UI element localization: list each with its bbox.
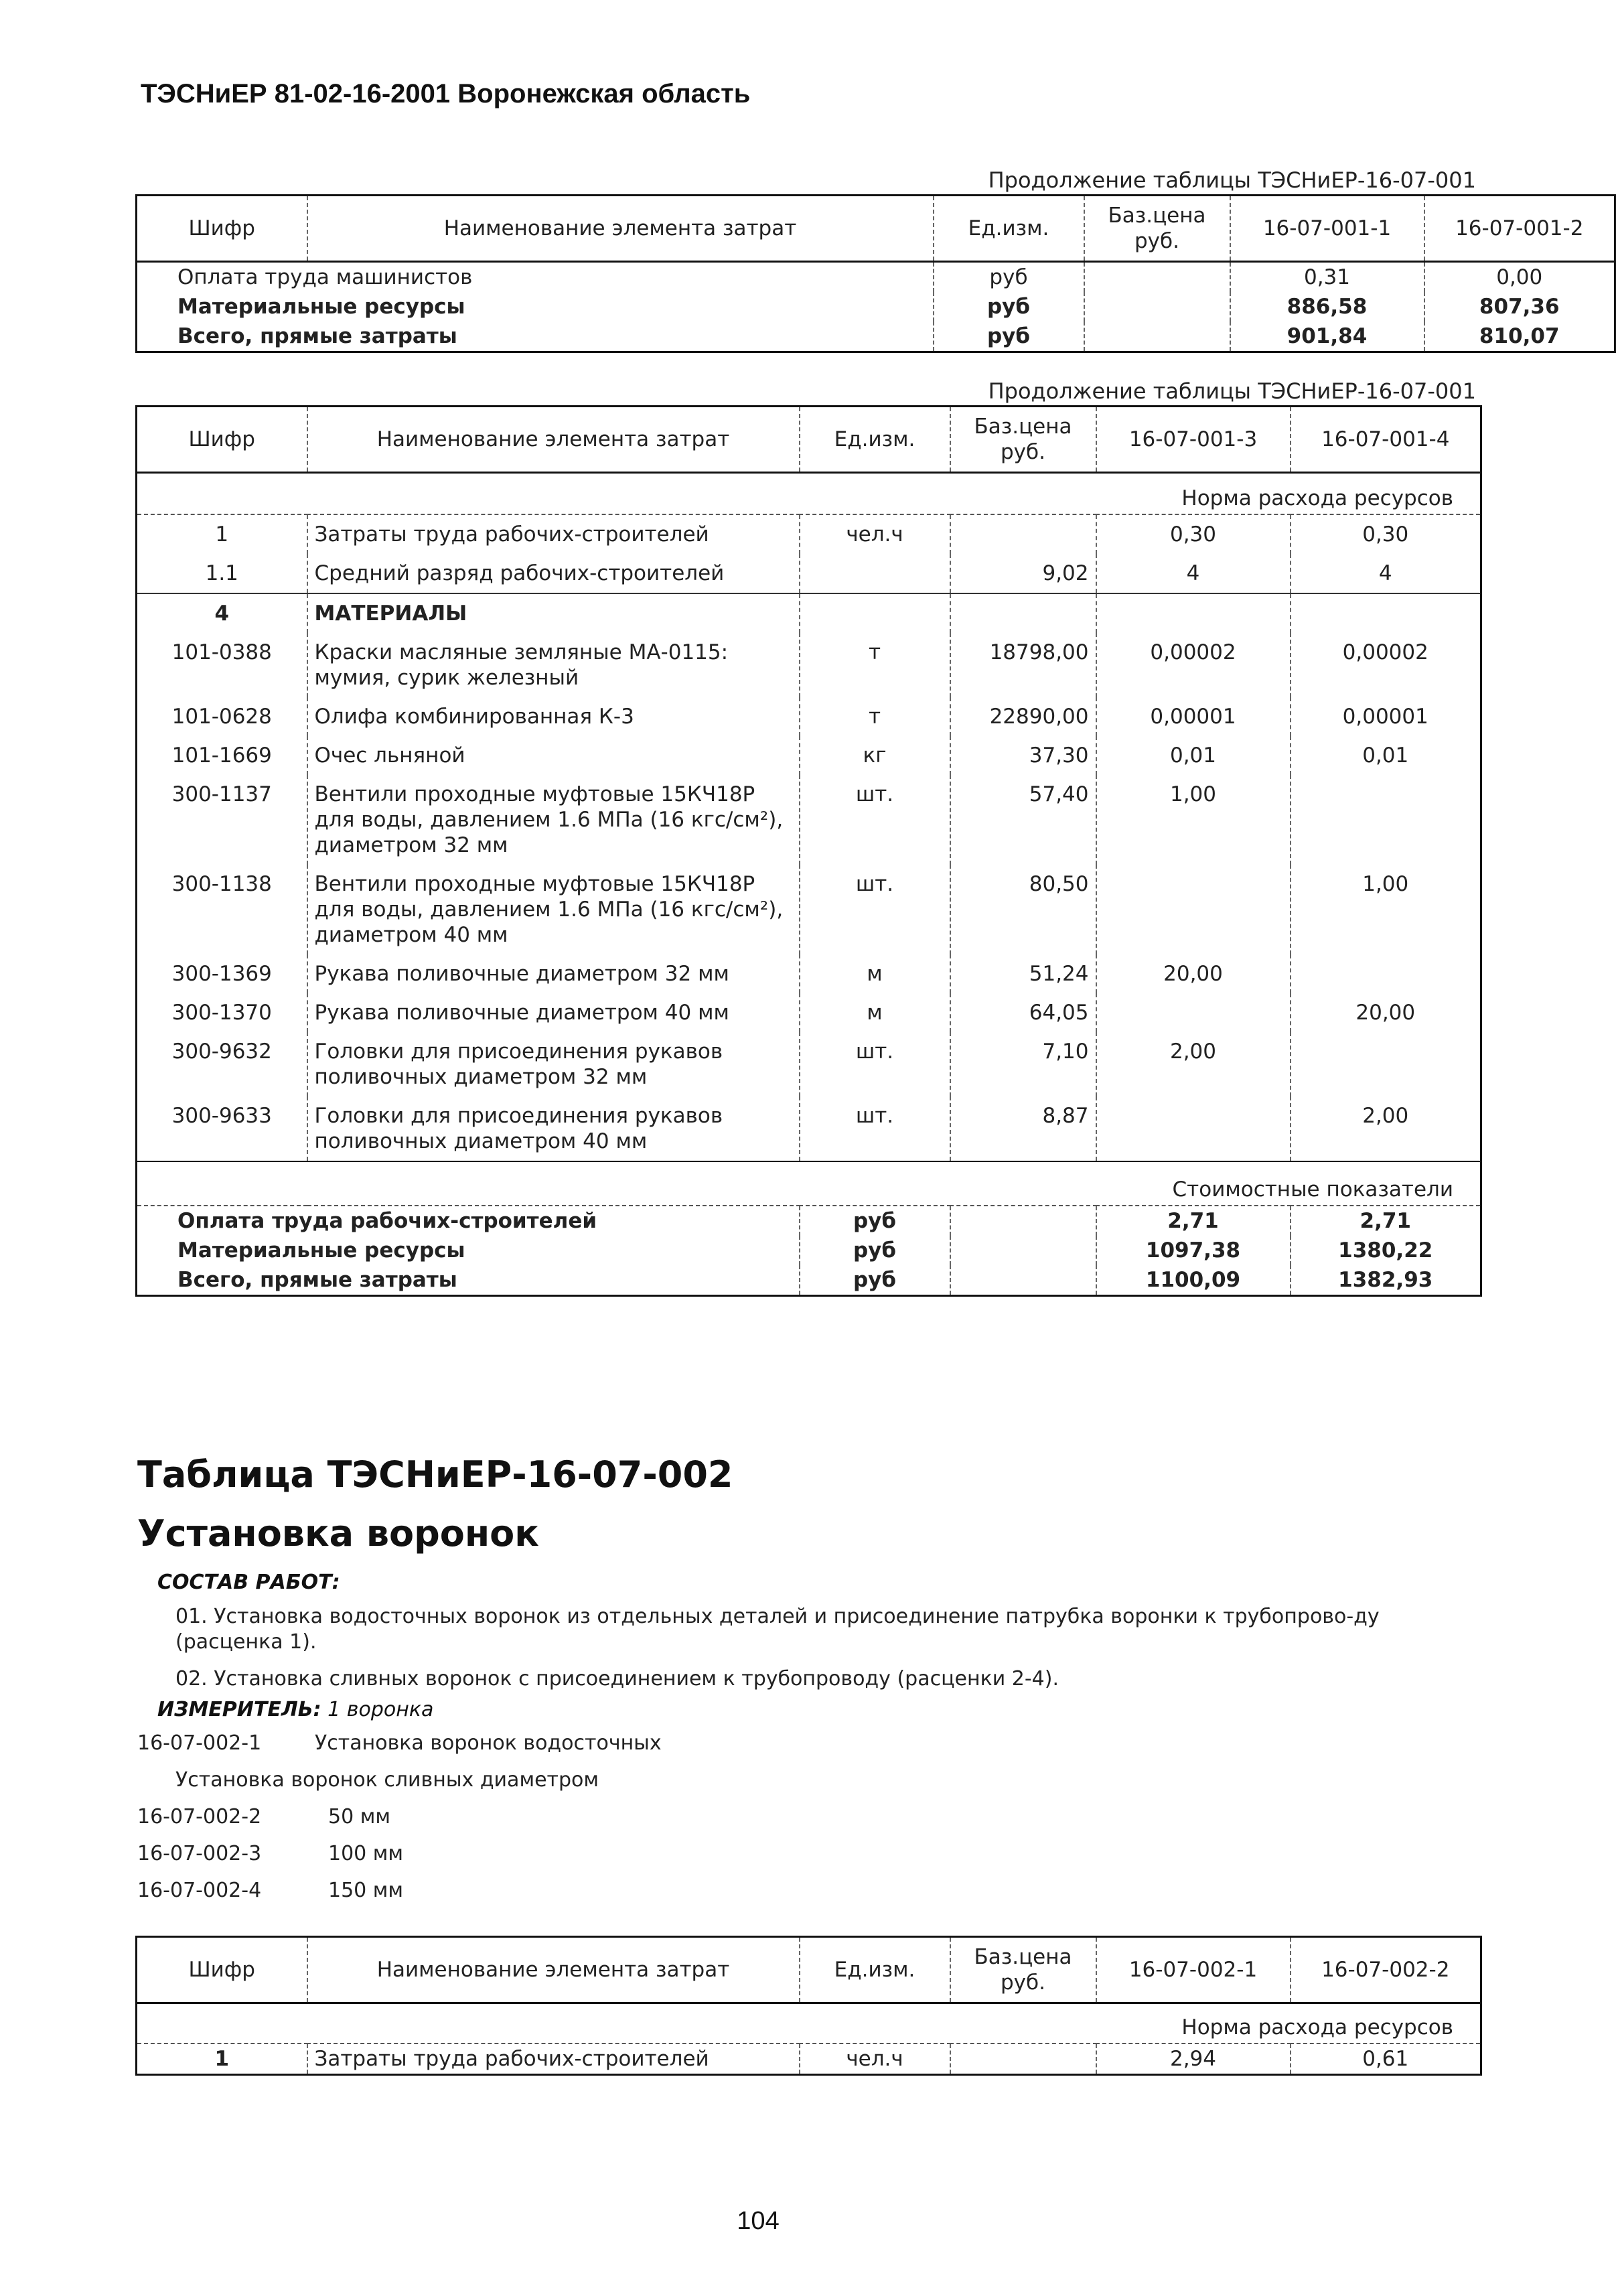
row-name: Всего, прямые затраты (137, 1265, 800, 1296)
row-price: 64,05 (950, 993, 1096, 1032)
row-name: Олифа комбинированная К-3 (307, 697, 800, 736)
row-name: Очес льняной (307, 736, 800, 775)
col-header-a: 16-07-001-3 (1096, 407, 1291, 473)
section-title: Таблица ТЭСНиЕР-16-07-002 (137, 1453, 733, 1496)
row-value-b: 0,00002 (1291, 633, 1481, 697)
row-price: 9,02 (950, 554, 1096, 593)
row-price (950, 1265, 1096, 1296)
table-row (137, 2043, 1481, 2075)
item-code: 16-07-002-2 (137, 1805, 262, 1828)
table2-caption: Продолжение таблицы ТЭСНиЕР-16-07-001 (988, 378, 1476, 404)
table-row (137, 321, 1615, 352)
row-value-a: 0,00002 (1096, 633, 1291, 697)
row-price: 51,24 (950, 954, 1096, 993)
col-header-shifr: Шифр (137, 196, 307, 262)
row-value-b: 0,01 (1291, 736, 1481, 775)
row-name: Рукава поливочные диаметром 32 мм (307, 954, 800, 993)
row-value-a: 1100,09 (1096, 1265, 1291, 1296)
row-code: 300-9633 (137, 1096, 307, 1161)
col-header-price: Баз.цена руб. (1084, 196, 1230, 262)
row-code: 1.1 (137, 554, 307, 593)
row-code: 101-0388 (137, 633, 307, 697)
table-row (137, 954, 1481, 993)
row-unit: т (800, 697, 950, 736)
row-unit: чел.ч (800, 514, 950, 554)
table-row (137, 514, 1481, 554)
row-value-b (1291, 1032, 1481, 1096)
cost-label: Стоимостные показатели (137, 1161, 1481, 1206)
row-value-b: 807,36 (1424, 292, 1615, 321)
col-header-b: 16-07-001-4 (1291, 407, 1481, 473)
row-price (1084, 292, 1230, 321)
item-text: 100 мм (328, 1842, 404, 1865)
col-header-price: Баз.цена руб. (950, 407, 1096, 473)
table-row (137, 262, 1615, 293)
cost-row (137, 1206, 1481, 1236)
row-name: МАТЕРИАЛЫ (307, 593, 800, 633)
row-value-a (1096, 865, 1291, 954)
col-header-a: 16-07-002-1 (1096, 1937, 1291, 2003)
works-label (157, 1571, 340, 1594)
row-unit: кг (800, 736, 950, 775)
row-code: 300-1370 (137, 993, 307, 1032)
row-value-a: 0,31 (1230, 262, 1424, 293)
section-subtitle: Установка воронок (137, 1512, 539, 1555)
row-value-a: 0,30 (1096, 514, 1291, 554)
row-price: 37,30 (950, 736, 1096, 775)
group-text: Установка воронок сливных диаметром (175, 1768, 599, 1792)
row-price: 18798,00 (950, 633, 1096, 697)
row-value-b: 0,00001 (1291, 697, 1481, 736)
row-value-a (1096, 1096, 1291, 1161)
row-unit: шт. (800, 1096, 950, 1161)
row-price (950, 593, 1096, 633)
row-value-a (1096, 993, 1291, 1032)
row-value-a: 2,94 (1096, 2043, 1291, 2075)
table1 (135, 194, 1616, 353)
row-price: 80,50 (950, 865, 1096, 954)
item-code: 16-07-002-4 (137, 1879, 262, 1902)
row-name: Оплата труда машинистов (137, 262, 934, 293)
row-value-b: 810,07 (1424, 321, 1615, 352)
row-price: 57,40 (950, 775, 1096, 865)
item-code: 16-07-002-3 (137, 1842, 262, 1865)
row-value-a: 20,00 (1096, 954, 1291, 993)
col-header-shifr: Шифр (137, 407, 307, 473)
row-value-a: 0,00001 (1096, 697, 1291, 736)
row-value-a (1096, 593, 1291, 633)
row-code: 1 (137, 514, 307, 554)
row-name: Материальные ресурсы (137, 292, 934, 321)
row-value-b: 0,61 (1291, 2043, 1481, 2075)
works-item-2: 02. Установка сливных воронок с присоединением к трубопроводу (расценки 2-4). (175, 1667, 1059, 1691)
row-unit (800, 593, 950, 633)
row-price: 7,10 (950, 1032, 1096, 1096)
item-code: 16-07-002-1 (137, 1731, 262, 1755)
row-value-a: 2,71 (1096, 1206, 1291, 1236)
row-name: Затраты труда рабочих-строителей (307, 2043, 800, 2075)
table-row (137, 993, 1481, 1032)
row-value-b: 1380,22 (1291, 1236, 1481, 1265)
row-value-b: 2,00 (1291, 1096, 1481, 1161)
row-price: 22890,00 (950, 697, 1096, 736)
item-text: Установка воронок водосточных (315, 1731, 662, 1755)
works-item-1: 01. Установка водосточных воронок из отдельных деталей и присоединение патрубка воронки к трубопрово-ду (расценка 1). (175, 1605, 1380, 1654)
cost-row (137, 1265, 1481, 1296)
row-price (950, 1206, 1096, 1236)
row-value-b: 1,00 (1291, 865, 1481, 954)
cost-row (137, 1236, 1481, 1265)
page-number: 104 (737, 2207, 780, 2235)
row-value-b (1291, 954, 1481, 993)
row-value-a: 1,00 (1096, 775, 1291, 865)
running-header: ТЭСНиЕР 81-02-16-2001 Воронежская область (141, 79, 751, 109)
item-text: 150 мм (328, 1879, 404, 1902)
row-unit: чел.ч (800, 2043, 950, 2075)
table1-header-row (137, 196, 1615, 262)
table2-body (137, 514, 1481, 1161)
row-name: Материальные ресурсы (137, 1236, 800, 1265)
row-code: 101-0628 (137, 697, 307, 736)
row-name: Оплата труда рабочих-строителей (137, 1206, 800, 1236)
table-row (137, 697, 1481, 736)
row-value-b: 0,30 (1291, 514, 1481, 554)
table-row (137, 775, 1481, 865)
row-value-a: 4 (1096, 554, 1291, 593)
row-value-a: 901,84 (1230, 321, 1424, 352)
norm-label: Норма расхода ресурсов (137, 473, 1481, 515)
row-name: Вентили проходные муфтовые 15КЧ18Р для воды, давлением 1.6 МПа (16 кгс/см²), диаметром 40 мм (307, 865, 800, 954)
col-header-unit: Ед.изм. (800, 407, 950, 473)
row-code: 300-9632 (137, 1032, 307, 1096)
measure-value: 1 воронка (327, 1698, 434, 1721)
row-unit: руб (800, 1206, 950, 1236)
row-value-b (1291, 775, 1481, 865)
col-header-b: 16-07-001-2 (1424, 196, 1615, 262)
row-unit: руб (934, 321, 1084, 352)
row-name: Вентили проходные муфтовые 15КЧ18Р для воды, давлением 1.6 МПа (16 кгс/см²), диаметром 32 мм (307, 775, 800, 865)
table-row (137, 593, 1481, 633)
works-label-text: СОСТАВ РАБОТ: (157, 1571, 340, 1594)
measure-line (157, 1698, 433, 1721)
row-value-b (1291, 593, 1481, 633)
row-value-b: 20,00 (1291, 993, 1481, 1032)
row-price (950, 514, 1096, 554)
row-unit: м (800, 993, 950, 1032)
col-header-name: Наименование элемента затрат (307, 1937, 800, 2003)
table-row (137, 1032, 1481, 1096)
row-unit: т (800, 633, 950, 697)
row-price (1084, 262, 1230, 293)
row-name: Краски масляные земляные МА-0115: мумия, сурик железный (307, 633, 800, 697)
row-code: 300-1138 (137, 865, 307, 954)
row-unit: руб (800, 1236, 950, 1265)
item-text: 50 мм (328, 1805, 390, 1828)
measure-label: ИЗМЕРИТЕЛЬ: (157, 1698, 321, 1721)
row-name: Рукава поливочные диаметром 40 мм (307, 993, 800, 1032)
row-code: 4 (137, 593, 307, 633)
norm-label: Норма расхода ресурсов (137, 2003, 1481, 2044)
row-price: 8,87 (950, 1096, 1096, 1161)
row-name: Средний разряд рабочих-строителей (307, 554, 800, 593)
table3-header-row (137, 1937, 1481, 2003)
row-unit: м (800, 954, 950, 993)
row-code: 300-1369 (137, 954, 307, 993)
table2-header-row (137, 407, 1481, 473)
col-header-b: 16-07-002-2 (1291, 1937, 1481, 2003)
col-header-name: Наименование элемента затрат (307, 196, 934, 262)
table-row (137, 865, 1481, 954)
col-header-price: Баз.цена руб. (950, 1937, 1096, 2003)
row-value-a: 0,01 (1096, 736, 1291, 775)
row-unit: руб (934, 292, 1084, 321)
row-value-a: 2,00 (1096, 1032, 1291, 1096)
col-header-shifr: Шифр (137, 1937, 307, 2003)
row-unit: руб (800, 1265, 950, 1296)
row-value-b: 0,00 (1424, 262, 1615, 293)
row-name: Головки для присоединения рукавов поливочных диаметром 40 мм (307, 1096, 800, 1161)
row-unit: шт. (800, 775, 950, 865)
row-value-a: 886,58 (1230, 292, 1424, 321)
row-unit: шт. (800, 865, 950, 954)
table2-cost-body (137, 1206, 1481, 1296)
table3 (135, 1936, 1482, 2076)
col-header-name: Наименование элемента затрат (307, 407, 800, 473)
col-header-a: 16-07-001-1 (1230, 196, 1424, 262)
row-price (1084, 321, 1230, 352)
row-value-b: 4 (1291, 554, 1481, 593)
norm-label-row (137, 2003, 1481, 2044)
norm-label-row (137, 473, 1481, 515)
row-value-b: 2,71 (1291, 1206, 1481, 1236)
table-row (137, 633, 1481, 697)
table-row (137, 1096, 1481, 1161)
table2 (135, 405, 1482, 1297)
row-code: 1 (137, 2043, 307, 2075)
row-price (950, 1236, 1096, 1265)
table-row (137, 292, 1615, 321)
row-unit: руб (934, 262, 1084, 293)
table1-caption: Продолжение таблицы ТЭСНиЕР-16-07-001 (988, 167, 1476, 193)
table-row (137, 736, 1481, 775)
row-value-b: 1382,93 (1291, 1265, 1481, 1296)
row-code: 101-1669 (137, 736, 307, 775)
col-header-unit: Ед.изм. (934, 196, 1084, 262)
col-header-unit: Ед.изм. (800, 1937, 950, 2003)
cost-label-row (137, 1161, 1481, 1206)
row-unit: шт. (800, 1032, 950, 1096)
row-price (950, 2043, 1096, 2075)
row-unit (800, 554, 950, 593)
row-name: Затраты труда рабочих-строителей (307, 514, 800, 554)
row-name: Головки для присоединения рукавов поливочных диаметром 32 мм (307, 1032, 800, 1096)
row-name: Всего, прямые затраты (137, 321, 934, 352)
table-row (137, 554, 1481, 593)
row-value-a: 1097,38 (1096, 1236, 1291, 1265)
row-code: 300-1137 (137, 775, 307, 865)
